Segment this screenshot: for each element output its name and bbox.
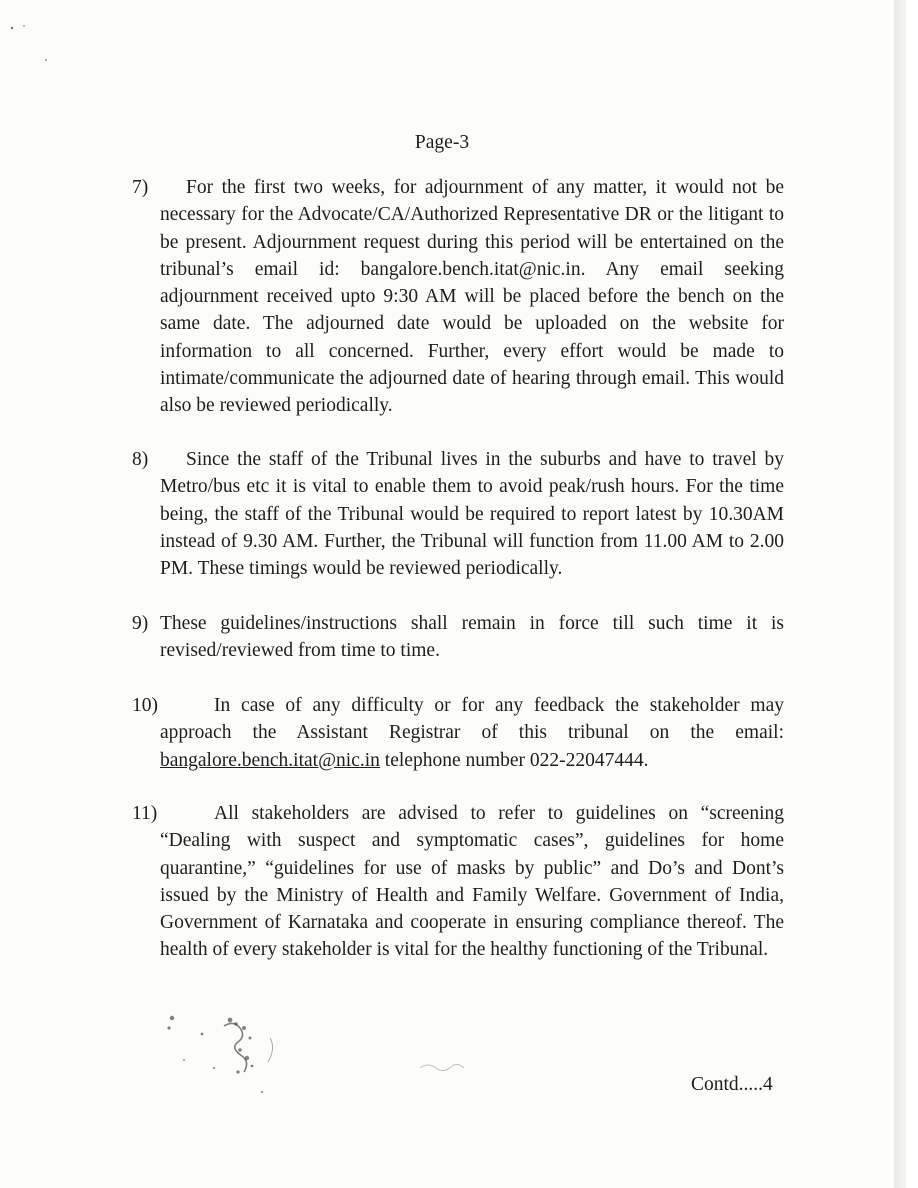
item-number: 8) xyxy=(132,449,149,470)
scan-speck-marks xyxy=(4,14,64,64)
item-number: 7) xyxy=(132,177,149,198)
email-link[interactable]: bangalore.bench.itat@nic.in xyxy=(160,749,380,771)
item-text-part: telephone number 022-22047444. xyxy=(379,749,649,771)
item-number: 9) xyxy=(132,613,149,634)
guideline-item-7 xyxy=(132,174,784,420)
item-text xyxy=(160,692,784,774)
guideline-item-11 xyxy=(132,800,784,964)
item-number: 10) xyxy=(132,695,158,716)
continued-footer: Contd.....4 xyxy=(691,1074,773,1095)
item-text: For the first two weeks, for adjournment of any matter, it would not be necessary for the Advocate/CA/Authorized Representative DR or the litigant to be present. Adjournment request during this period will be entertained on the tribunal’s email id: bangalore.bench.itat@nic.in. Any email seeking adjournment received upto 9:30 AM will be placed before the bench on the same date. The adjourned date would be uploaded on the website for information to all concerned. Further, every effort would be made to intimate/communicate the adjourned date of hearing through email. This would also be reviewed periodically. xyxy=(160,177,784,417)
item-text: These guidelines/instructions shall remain in force till such time it is revised/reviewed from time to time. xyxy=(160,613,784,662)
faint-ink-mark xyxy=(410,1056,480,1076)
item-text-part: In case of any difficulty or for any feedback the stakeholder may approach the Assistant Registrar of this tribunal on the email: xyxy=(160,695,784,744)
guideline-item-8 xyxy=(132,446,784,582)
page-edge-shadow xyxy=(894,0,906,1188)
guideline-item-10 xyxy=(132,692,784,774)
item-text: All stakeholders are advised to refer to guidelines on “screening “Dealing with suspect and symptomatic cases”, guidelines for home quarantine,” “guidelines for use of masks by public” and Do’s and Dont’s issued by the Ministry of Health and Family Welfare. Government of India, Government of Karnataka and cooperate in ensuring compliance thereof. The health of every stakeholder is vital for the healthy functioning of the Tribunal. xyxy=(160,803,784,961)
guideline-item-9 xyxy=(132,610,784,665)
signature-stamp-icon xyxy=(152,1008,302,1104)
page-number-header: Page-3 xyxy=(414,132,470,153)
item-text: Since the staff of the Tribunal lives in the suburbs and have to travel by Metro/bus etc it is vital to enable them to avoid peak/rush hours. For the time being, the staff of the Tribunal would be required to report latest by 10.30AM instead of 9.30 AM. Further, the Tribunal will function from 11.00 AM to 2.00 PM. These timings would be reviewed periodically. xyxy=(160,449,784,580)
item-number: 11) xyxy=(132,803,158,824)
